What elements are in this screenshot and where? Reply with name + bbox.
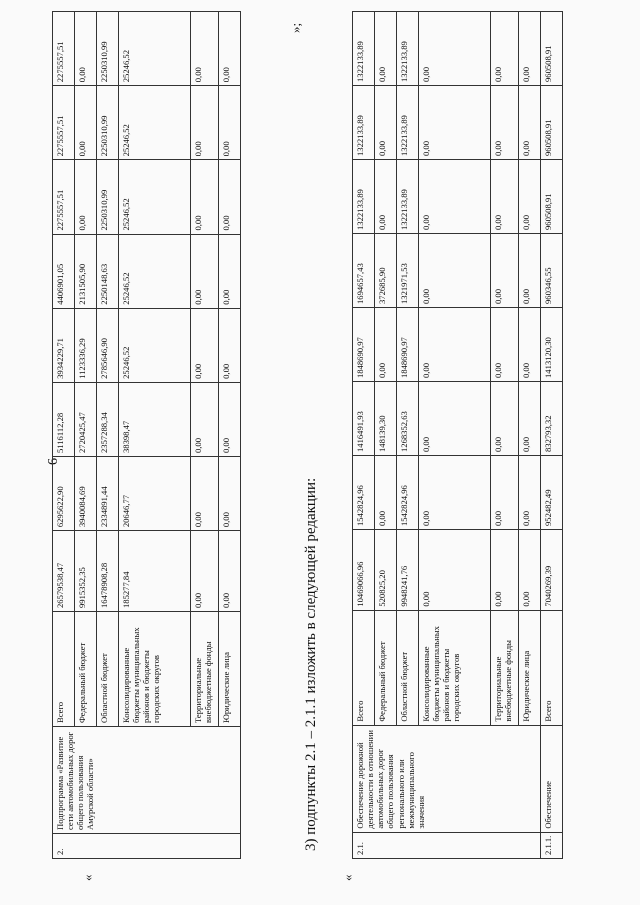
table-row bbox=[53, 12, 75, 859]
value-cell: 832793,32 bbox=[541, 382, 563, 456]
row-number: 2.1.1. bbox=[541, 832, 563, 858]
value-cell: 0,00 bbox=[375, 308, 397, 382]
value-cell: 2250148,63 bbox=[97, 234, 119, 308]
value-cell: 1321971,53 bbox=[397, 234, 419, 308]
value-cell: 7040269,39 bbox=[541, 530, 563, 611]
value-cell: 2275557,51 bbox=[53, 12, 75, 86]
section-heading: 3) подпункты 2.1 – 2.1.1 изложить в следующей редакции: bbox=[303, 477, 319, 851]
value-cell: 0,00 bbox=[519, 382, 541, 456]
value-cell: 0,00 bbox=[491, 382, 519, 456]
value-cell: 0,00 bbox=[419, 308, 491, 382]
value-cell: 20646,77 bbox=[119, 457, 191, 531]
value-cell: 5116112,28 bbox=[53, 382, 75, 456]
value-cell: 2357288,34 bbox=[97, 382, 119, 456]
open-quote-top: « bbox=[80, 874, 95, 881]
value-cell: 372685,90 bbox=[375, 234, 397, 308]
value-cell: 0,00 bbox=[375, 160, 397, 234]
value-cell: 0,00 bbox=[491, 234, 519, 308]
value-cell: 960346,55 bbox=[541, 234, 563, 308]
value-cell: 25246,52 bbox=[119, 160, 191, 234]
value-cell: 185277,84 bbox=[119, 531, 191, 612]
value-cell: 1416491,93 bbox=[353, 382, 375, 456]
value-cell: 952482,49 bbox=[541, 456, 563, 530]
value-cell: 148139,30 bbox=[375, 382, 397, 456]
value-cell: 0,00 bbox=[491, 530, 519, 611]
value-cell: 9948241,76 bbox=[397, 530, 419, 611]
value-cell: 26579538,47 bbox=[53, 531, 75, 612]
value-cell: 2250310,99 bbox=[97, 12, 119, 86]
funding-source: Всего bbox=[541, 610, 563, 725]
value-cell: 0,00 bbox=[219, 457, 241, 531]
value-cell: 10469066,96 bbox=[353, 530, 375, 611]
value-cell: 0,00 bbox=[219, 308, 241, 382]
value-cell: 0,00 bbox=[419, 12, 491, 86]
value-cell: 1542824,96 bbox=[353, 456, 375, 530]
value-cell: 0,00 bbox=[219, 12, 241, 86]
funding-source: Всего bbox=[53, 612, 75, 727]
page-number: 6 bbox=[46, 458, 61, 465]
value-cell: 1322133,89 bbox=[353, 160, 375, 234]
value-cell: 0,00 bbox=[191, 382, 219, 456]
value-cell: 0,00 bbox=[75, 160, 97, 234]
value-cell: 960508,91 bbox=[541, 86, 563, 160]
value-cell: 0,00 bbox=[519, 530, 541, 611]
value-cell: 2720425,47 bbox=[75, 382, 97, 456]
value-cell: 0,00 bbox=[419, 234, 491, 308]
value-cell: 1322133,89 bbox=[397, 86, 419, 160]
value-cell: 0,00 bbox=[491, 456, 519, 530]
value-cell: 9915352,35 bbox=[75, 531, 97, 612]
value-cell: 0,00 bbox=[375, 86, 397, 160]
row-number: 2.1. bbox=[353, 832, 541, 858]
value-cell: 0,00 bbox=[519, 86, 541, 160]
value-cell: 0,00 bbox=[191, 234, 219, 308]
value-cell: 0,00 bbox=[519, 308, 541, 382]
value-cell: 960508,91 bbox=[541, 160, 563, 234]
funding-source: Юридические лица bbox=[219, 612, 241, 727]
funding-source: Областной бюджет bbox=[97, 612, 119, 727]
value-cell: 960508,91 bbox=[541, 12, 563, 86]
value-cell: 2275557,51 bbox=[53, 86, 75, 160]
value-cell: 2131505,90 bbox=[75, 234, 97, 308]
value-cell: 2785646,90 bbox=[97, 308, 119, 382]
event-name: Подпрограмма «Развитие сети автомобильных дорог общего пользования Амурской области» bbox=[53, 727, 241, 834]
value-cell: 1322133,89 bbox=[353, 86, 375, 160]
funding-source: Федеральный бюджет bbox=[375, 610, 397, 725]
value-cell: 0,00 bbox=[375, 456, 397, 530]
value-cell: 0,00 bbox=[75, 12, 97, 86]
value-cell: 1322133,89 bbox=[397, 12, 419, 86]
value-cell: 0,00 bbox=[419, 382, 491, 456]
value-cell: 25246,52 bbox=[119, 234, 191, 308]
value-cell: 0,00 bbox=[491, 86, 519, 160]
funding-source: Федеральный бюджет bbox=[75, 612, 97, 727]
value-cell: 3940084,69 bbox=[75, 457, 97, 531]
value-cell: 0,00 bbox=[191, 160, 219, 234]
subitems-table bbox=[352, 11, 563, 859]
value-cell: 0,00 bbox=[191, 12, 219, 86]
value-cell: 2250310,99 bbox=[97, 160, 119, 234]
value-cell: 0,00 bbox=[191, 457, 219, 531]
value-cell: 0,00 bbox=[191, 308, 219, 382]
value-cell: 0,00 bbox=[519, 234, 541, 308]
close-quote: »; bbox=[288, 22, 303, 33]
funding-source: Территориальные внебюджетные фонды bbox=[191, 612, 219, 727]
program-table-continued bbox=[52, 11, 241, 859]
funding-source: Консолидированные бюджеты муниципальных районов и бюджеты городских округов bbox=[419, 610, 491, 725]
value-cell: 0,00 bbox=[419, 456, 491, 530]
value-cell: 0,00 bbox=[491, 12, 519, 86]
value-cell: 2275557,51 bbox=[53, 160, 75, 234]
value-cell: 25246,52 bbox=[119, 86, 191, 160]
value-cell: 25246,52 bbox=[119, 308, 191, 382]
value-cell: 4406901,05 bbox=[53, 234, 75, 308]
value-cell: 1268352,63 bbox=[397, 382, 419, 456]
row-number: 2. bbox=[53, 834, 241, 859]
value-cell: 0,00 bbox=[219, 160, 241, 234]
value-cell: 25246,52 bbox=[119, 12, 191, 86]
value-cell: 1542824,96 bbox=[397, 456, 419, 530]
value-cell: 0,00 bbox=[219, 382, 241, 456]
open-quote-bottom: « bbox=[340, 874, 355, 881]
funding-source: Консолидированные бюджеты муниципальных районов и бюджеты городских округов bbox=[119, 612, 191, 727]
value-cell: 0,00 bbox=[491, 308, 519, 382]
value-cell: 2250310,99 bbox=[97, 86, 119, 160]
event-name: Обеспечение дорожной деятельности в отношении автомобильных дорог общего пользования регионального или межмуниципального значения bbox=[353, 725, 541, 832]
value-cell: 520825,20 bbox=[375, 530, 397, 611]
value-cell: 1322133,89 bbox=[397, 160, 419, 234]
value-cell: 38398,47 bbox=[119, 382, 191, 456]
value-cell: 16478908,28 bbox=[97, 531, 119, 612]
value-cell: 3934229,71 bbox=[53, 308, 75, 382]
value-cell: 2334891,44 bbox=[97, 457, 119, 531]
value-cell: 0,00 bbox=[219, 86, 241, 160]
value-cell: 0,00 bbox=[419, 530, 491, 611]
funding-source: Юридические лица bbox=[519, 610, 541, 725]
value-cell: 1848690,97 bbox=[397, 308, 419, 382]
value-cell: 1123336,29 bbox=[75, 308, 97, 382]
value-cell: 0,00 bbox=[219, 531, 241, 612]
value-cell: 0,00 bbox=[375, 12, 397, 86]
value-cell: 0,00 bbox=[75, 86, 97, 160]
value-cell: 0,00 bbox=[519, 456, 541, 530]
value-cell: 1322133,89 bbox=[353, 12, 375, 86]
table-row bbox=[541, 12, 563, 859]
value-cell: 0,00 bbox=[219, 234, 241, 308]
value-cell: 0,00 bbox=[191, 531, 219, 612]
value-cell: 0,00 bbox=[519, 160, 541, 234]
value-cell: 1694657,43 bbox=[353, 234, 375, 308]
value-cell: 0,00 bbox=[519, 12, 541, 86]
funding-source: Всего bbox=[353, 610, 375, 725]
value-cell: 6295622,90 bbox=[53, 457, 75, 531]
table-row bbox=[353, 12, 375, 859]
value-cell: 0,00 bbox=[191, 86, 219, 160]
value-cell: 1848690,97 bbox=[353, 308, 375, 382]
value-cell: 0,00 bbox=[419, 86, 491, 160]
value-cell: 0,00 bbox=[491, 160, 519, 234]
event-name: Обеспечение bbox=[541, 725, 563, 832]
value-cell: 1413120,30 bbox=[541, 308, 563, 382]
funding-source: Территориальные внебюджетные фонды bbox=[491, 610, 519, 725]
value-cell: 0,00 bbox=[419, 160, 491, 234]
funding-source: Областной бюджет bbox=[397, 610, 419, 725]
